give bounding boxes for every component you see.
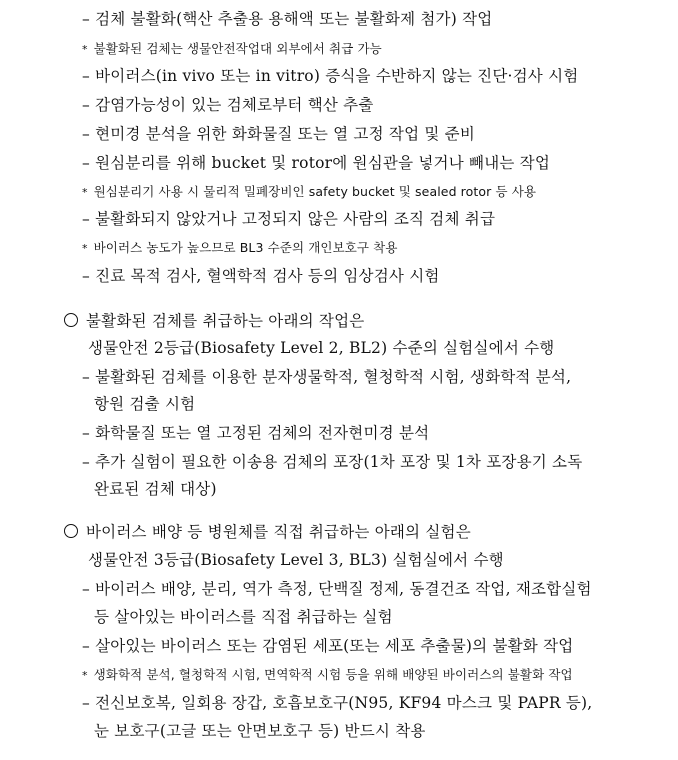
list-item-continued: 눈 보호구(고글 또는 안면보호구 등) 반드시 착용 — [94, 722, 426, 740]
list-item: – 살아있는 바이러스 또는 감염된 세포(또는 세포 추출물)의 불활화 작업 — [82, 637, 574, 655]
note-text: 생화학적 분석, 혈청학적 시험, 면역학적 시험 등을 위해 배양된 바이러스의 불활화 작업 — [93, 667, 573, 682]
list-item: – 불활화된 검체를 이용한 분자생물학적, 혈청학적 시험, 생화학적 분석, — [82, 368, 572, 386]
heading-text: 불활화된 검체를 취급하는 아래의 작업은 — [86, 312, 365, 330]
list-item-continued: 항원 검출 시험 — [94, 395, 196, 413]
section-heading — [64, 311, 364, 331]
section-heading — [64, 522, 471, 542]
section-heading-continued: 생물안전 2등급(Biosafety Level 2, BL2) 수준의 실험실에서 수행 — [88, 339, 555, 357]
asterisk-marker: * — [82, 242, 88, 255]
note-item — [82, 666, 573, 685]
list-item-continued: 등 살아있는 바이러스를 직접 취급하는 실험 — [94, 608, 393, 626]
note-item — [82, 40, 382, 59]
list-item: – 원심분리를 위해 bucket 및 rotor에 원심관을 넣거나 빼내는 작업 — [82, 154, 551, 172]
asterisk-marker: * — [82, 43, 88, 56]
note-text: 바이러스 농도가 높으므로 BL3 수준의 개인보호구 착용 — [93, 240, 398, 255]
asterisk-marker: * — [82, 186, 88, 199]
note-item — [82, 239, 398, 258]
section-heading-continued: 생물안전 3등급(Biosafety Level 3, BL3) 실험실에서 수행 — [88, 551, 504, 569]
heading-text: 바이러스 배양 등 병원체를 직접 취급하는 아래의 실험은 — [86, 523, 471, 541]
list-item: – 진료 목적 검사, 혈액학적 검사 등의 임상검사 시험 — [82, 267, 440, 285]
list-item: – 감염가능성이 있는 검체로부터 핵산 추출 — [82, 96, 374, 114]
list-item-continued: 완료된 검체 대상) — [94, 480, 217, 498]
list-item: – 추가 실험이 필요한 이송용 검체의 포장(1차 포장 및 1차 포장용기 소독 — [82, 453, 583, 471]
list-item: – 바이러스(in vivo 또는 in vitro) 증식을 수반하지 않는 진단·검사 시험 — [82, 67, 579, 85]
note-item — [82, 183, 536, 202]
note-text: 원심분리기 사용 시 물리적 밀폐장비인 safety bucket 및 sealed rotor 등 사용 — [93, 184, 537, 199]
list-item: – 전신보호복, 일회용 장갑, 호흡보호구(N95, KF94 마스크 및 PAPR 등), — [82, 694, 593, 712]
note-text: 불활화된 검체는 생물안전작업대 외부에서 취급 가능 — [93, 41, 382, 56]
list-item: – 현미경 분석을 위한 화화물질 또는 열 고정 작업 및 준비 — [82, 125, 476, 143]
list-item: – 바이러스 배양, 분리, 역가 측정, 단백질 정제, 동결건조 작업, 재조합실험 — [82, 580, 592, 598]
list-item: – 불활화되지 않았거나 고정되지 않은 사람의 조직 검체 취급 — [82, 210, 496, 228]
list-item: – 검체 불활화(핵산 추출용 용해액 또는 불활화제 첨가) 작업 — [82, 10, 493, 28]
list-item: – 화학물질 또는 열 고정된 검체의 전자현미경 분석 — [82, 424, 430, 442]
circle-bullet-icon — [64, 313, 78, 327]
circle-bullet-icon — [64, 524, 78, 538]
asterisk-marker: * — [82, 669, 88, 682]
